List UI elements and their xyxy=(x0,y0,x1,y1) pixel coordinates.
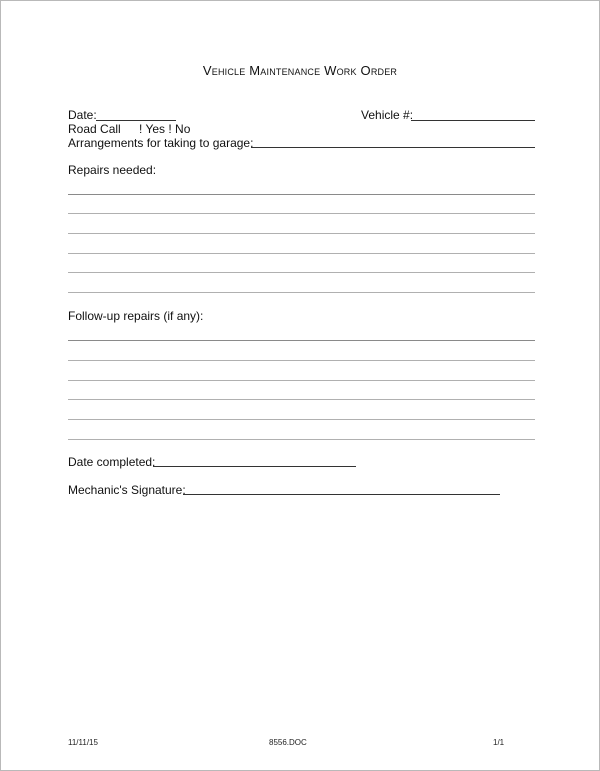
mechanic-signature-label: Mechanic's Signature: xyxy=(68,483,186,497)
repairs-needed-label: Repairs needed: xyxy=(68,163,157,177)
repairs-line[interactable] xyxy=(68,233,535,234)
repairs-line[interactable] xyxy=(68,253,535,254)
road-call-options[interactable]: ! Yes ! No xyxy=(139,122,191,136)
followup-line[interactable] xyxy=(68,360,535,361)
followup-line[interactable] xyxy=(68,419,535,420)
repairs-line[interactable] xyxy=(68,292,535,293)
followup-line[interactable] xyxy=(68,439,535,440)
repairs-line[interactable] xyxy=(68,194,535,195)
followup-line[interactable] xyxy=(68,380,535,381)
vehicle-number-field[interactable] xyxy=(411,120,535,121)
mechanic-signature-field[interactable] xyxy=(183,494,500,495)
followup-repairs-label: Follow-up repairs (if any): xyxy=(68,309,204,323)
date-label: Date: xyxy=(68,108,97,122)
footer-date: 11/11/15 xyxy=(68,738,98,747)
repairs-line[interactable] xyxy=(68,272,535,273)
date-completed-label: Date completed: xyxy=(68,455,156,469)
arrangements-field[interactable] xyxy=(251,147,535,148)
followup-line[interactable] xyxy=(68,399,535,400)
repairs-line[interactable] xyxy=(68,213,535,214)
date-field[interactable] xyxy=(96,120,176,121)
followup-line[interactable] xyxy=(68,340,535,341)
vehicle-number-label: Vehicle #: xyxy=(361,108,414,122)
footer-page-number: 1/1 xyxy=(493,738,505,747)
arrangements-label: Arrangements for taking to garage: xyxy=(68,136,254,150)
page-title: Vehicle Maintenance Work Order xyxy=(202,63,398,78)
road-call-label: Road Call xyxy=(68,122,121,136)
date-completed-field[interactable] xyxy=(153,466,356,467)
footer-filename: 8556.DOC xyxy=(269,738,307,747)
